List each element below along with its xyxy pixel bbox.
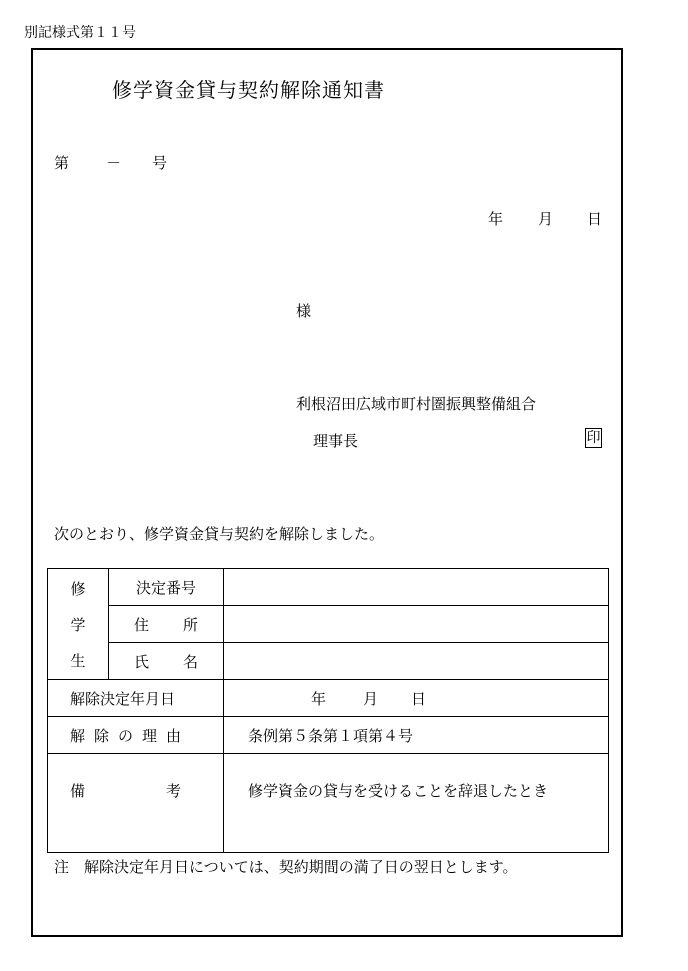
remarks-value: 修学資金の貸与を受けることを辞退したとき [224, 754, 609, 853]
table-row-reason [48, 717, 609, 754]
form-number: 別記様式第１１号 [24, 25, 136, 41]
number-dash: － [106, 154, 122, 172]
decision-number-label: 決定番号 [109, 569, 224, 606]
date-year: 年 [488, 210, 504, 228]
addressee-suffix: 様 [296, 302, 312, 320]
student-label-cell [48, 569, 109, 680]
document-title: 修学資金貸与契約解除通知書 [112, 78, 385, 102]
student-label-char: 修 [70, 579, 86, 598]
details-table [47, 568, 609, 853]
decision-number-value [224, 569, 609, 606]
table-row-termination-date [48, 680, 609, 717]
issuer-title: 理事長 [313, 432, 359, 450]
number-suffix: 号 [152, 154, 168, 172]
table-row-decision-number [48, 569, 609, 606]
table-row-remarks [48, 754, 609, 853]
table-row-address [48, 606, 609, 643]
termination-year: 年 [311, 689, 327, 708]
termination-day: 日 [411, 689, 427, 708]
issuer-organization: 利根沼田広域市町村圏振興整備組合 [296, 395, 537, 413]
reason-label: 解 除 の 理 由 [48, 717, 224, 754]
address-label: 住 所 [109, 606, 224, 643]
student-label-char: 学 [70, 615, 86, 634]
student-label-char: 生 [70, 651, 86, 670]
table-row-name [48, 643, 609, 680]
termination-date-value [224, 680, 609, 717]
name-value [224, 643, 609, 680]
termination-month: 月 [363, 689, 379, 708]
remarks-label: 備 考 [48, 754, 224, 853]
footnote: 注 解除決定年月日については、契約期間の満了日の翌日とします。 [54, 858, 518, 876]
date-day: 日 [587, 210, 603, 228]
name-label: 氏 名 [109, 643, 224, 680]
date-month: 月 [538, 210, 554, 228]
seal-mark: 印 [586, 430, 601, 446]
reason-value: 条例第５条第１項第４号 [224, 717, 609, 754]
termination-date-label: 解除決定年月日 [48, 680, 224, 717]
address-value [224, 606, 609, 643]
intro-text: 次のとおり、修学資金貸与契約を解除しました。 [54, 525, 385, 543]
number-prefix: 第 [54, 154, 70, 172]
